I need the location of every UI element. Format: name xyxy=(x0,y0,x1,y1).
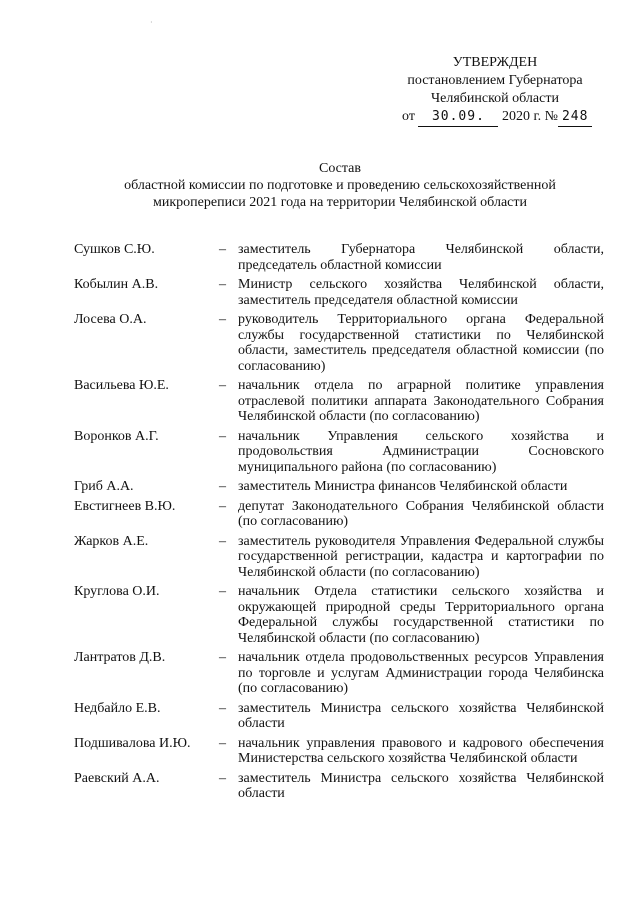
member-row xyxy=(74,650,604,697)
member-role: начальник управления правового и кадрового обеспечения Министерства сельского хозяйства Челябинской области xyxy=(238,735,604,766)
member-dash: – xyxy=(219,312,226,327)
member-row xyxy=(74,378,604,425)
member-role: начальник Управления сельского хозяйства и продовольствия Администрации Сосновского муниципального района (по согласованию) xyxy=(238,428,604,475)
member-role: заместитель Губернатора Челябинской области, председатель областной комиссии xyxy=(238,242,604,273)
approval-line-2: Челябинской области xyxy=(431,91,559,106)
member-name: Васильева Ю.Е. xyxy=(74,378,169,393)
member-role: начальник отдела продовольственных ресурсов Управления по торговле и услугам Администрации города Челябинска (по согласованию) xyxy=(238,650,604,696)
approval-heading: УТВЕРЖДЕН xyxy=(452,55,538,70)
approval-from-prefix: от xyxy=(402,109,415,124)
member-row xyxy=(74,242,604,273)
approval-year: 2020 г. № xyxy=(501,109,558,124)
member-dash: – xyxy=(219,242,226,257)
member-name: Кобылин А.В. xyxy=(74,277,159,292)
member-name: Раевский А.А. xyxy=(74,770,160,786)
approval-date-line xyxy=(380,108,610,127)
member-dash: – xyxy=(219,770,226,786)
member-dash: – xyxy=(219,735,226,751)
member-role: Министр сельского хозяйства Челябинской области, заместитель председателя областной комиссии xyxy=(238,277,604,308)
member-dash: – xyxy=(219,700,226,716)
member-name: Лосева О.А. xyxy=(74,312,147,327)
member-dash: – xyxy=(219,650,226,665)
member-name: Круглова О.И. xyxy=(74,584,160,599)
member-name: Евстигнеев В.Ю. xyxy=(74,498,176,514)
member-name: Недбайло Е.В. xyxy=(74,700,161,716)
member-row xyxy=(74,534,604,581)
approval-date: 30.09. xyxy=(418,108,498,127)
member-role: начальник Отдела статистики сельского хозяйства и окружающей природной среды Территориального органа Федеральной службы государственной статистики по Челябинской области (по согласованию) xyxy=(238,584,604,646)
member-name: Воронков А.Г. xyxy=(74,428,159,444)
member-name: Гриб А.А. xyxy=(74,479,134,494)
member-role: заместитель руководителя Управления Федеральной службы государственной регистрации, кадастра и картографии по Челябинской области (по согласованию) xyxy=(238,533,604,580)
member-row xyxy=(74,429,604,476)
approval-number: 248 xyxy=(558,108,592,127)
member-row xyxy=(74,499,604,530)
member-dash: – xyxy=(219,277,226,292)
member-name: Лантратов Д.В. xyxy=(74,650,166,665)
document-title xyxy=(60,160,620,211)
member-name: Подшивалова И.Ю. xyxy=(74,735,191,751)
member-row xyxy=(74,277,604,308)
member-role: заместитель Министра сельского хозяйства Челябинской области xyxy=(238,770,604,801)
member-row xyxy=(74,736,604,767)
member-role: руководитель Территориального органа Федеральной службы государственной статистики по Челябинской области, заместитель председателя областной комиссии (по согласованию) xyxy=(238,312,604,374)
member-row xyxy=(74,701,604,732)
scan-mark: · xyxy=(150,18,153,27)
approval-block xyxy=(380,54,610,127)
member-row xyxy=(74,479,604,495)
member-role: начальник отдела по аграрной политике управления отраслевой политики аппарата Законодательного Собрания Челябинской области (по согласованию) xyxy=(238,378,604,424)
member-role: заместитель Министра сельского хозяйства Челябинской области xyxy=(238,700,604,731)
member-dash: – xyxy=(219,479,226,494)
members-list xyxy=(74,242,604,806)
member-role: депутат Законодательного Собрания Челябинской области (по согласованию) xyxy=(238,498,604,529)
member-role: заместитель Министра финансов Челябинской области xyxy=(238,479,568,494)
member-name: Сушков С.Ю. xyxy=(74,242,155,257)
member-dash: – xyxy=(219,533,226,549)
title-line-2: областной комиссии по подготовке и проведению сельскохозяйственной xyxy=(124,178,556,193)
member-name: Жарков А.Е. xyxy=(74,533,149,549)
member-row xyxy=(74,771,604,802)
title-line-3: микропереписи 2021 года на территории Челябинской области xyxy=(153,195,527,210)
member-dash: – xyxy=(219,378,226,393)
member-row xyxy=(74,584,604,646)
member-dash: – xyxy=(219,584,226,599)
title-line-1: Состав xyxy=(318,161,361,176)
member-row xyxy=(74,312,604,374)
member-dash: – xyxy=(219,498,226,514)
member-dash: – xyxy=(219,428,226,444)
approval-line-1: постановлением Губернатора xyxy=(407,73,583,88)
